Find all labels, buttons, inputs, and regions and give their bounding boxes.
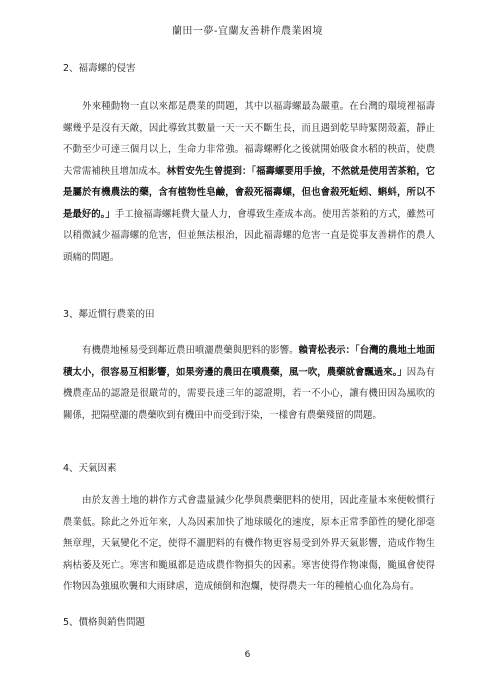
section-paragraph-neighboring-farms bbox=[63, 340, 435, 426]
paragraph-text: 由於友善土地的耕作方式會盡量減少化學與農藥肥料的使用，因此產量本來便較慣行農業低。除此之外近年來，人為因素加快了地球暖化的速度，原本正常季節性的變化卻毫無章理，天氣變化不定，使得不灑肥料的有機作物更容易受到外界天氣影響，造成作物生病枯萎及死亡。寒害和颱風都是造成農作物損失的因素。寒害使得作物凍傷，颱風會使得作物因為強風吹襲和大雨肆虐，造成傾倒和泡爛，使得農夫一年的種植心血化為烏有。 bbox=[63, 495, 435, 592]
paragraph-text: 手工撿福壽螺耗費大量人力，會導致生產成本高。使用苦茶粕的方式，雖然可以稍微減少福壽螺的危害，但並無法根治，因此福壽螺的危害一直是從事友善耕作的農人頭痛的問題。 bbox=[63, 208, 435, 263]
section-heading-apple-snail: 2、福壽螺的侵害 bbox=[63, 63, 136, 74]
paragraph-quote: 林哲安先生曾提到：「福壽螺要用手撿，不然就是使用苦茶粕，它是屬於有機農法的藥，含有植物性皂鹼，會殺死福壽螺，但也會殺死蚯蚓、蝌蚪，所以不是最好的。」 bbox=[63, 165, 435, 220]
paragraph-text: 有機農地極易受到鄰近農田噴灑農藥與肥料的影響。 bbox=[82, 345, 299, 356]
section-heading-weather: 4、天氣因素 bbox=[63, 463, 117, 474]
paragraph-text: 外來種動物一直以來都是農業的問題，其中以福壽螺最為嚴重。在台灣的環境裡福壽螺幾乎是沒有天敵，因此導致其數量一天一天不斷生長，而且遇到乾旱時緊閉殼蓋，靜止不動至少可達三個月以上，生命力非常強。福壽螺孵化之後就開始吸食水稻的秧苗，使農夫常需補秧且增加成本。 bbox=[63, 101, 435, 177]
section-heading-neighboring-farms: 3、鄰近慣行農業的田 bbox=[63, 309, 155, 320]
paragraph-text: 因為有機農產品的認證是很嚴苛的，需要長達三年的認證期，若一不小心，讓有機田因為風吹的關係，把隔壁灑的農藥吹到有機田中而受到汙染，一樣會有農藥殘留的問題。 bbox=[63, 366, 435, 421]
paragraph-quote: 賴青松表示：「台灣的農地土地面積太小，很容易互相影響，如果旁邊的農田在噴農藥，風一吹，農藥就會飄過來。」 bbox=[63, 345, 435, 378]
section-paragraph-apple-snail bbox=[63, 96, 435, 268]
page-header-title: 蘭田一夢-宜蘭友善耕作農業困境 bbox=[171, 26, 324, 37]
section-heading-price-sales: 5、價格與銷售問題 bbox=[63, 617, 146, 628]
section-paragraph-weather bbox=[63, 490, 435, 598]
page-number: 6 bbox=[244, 650, 251, 660]
